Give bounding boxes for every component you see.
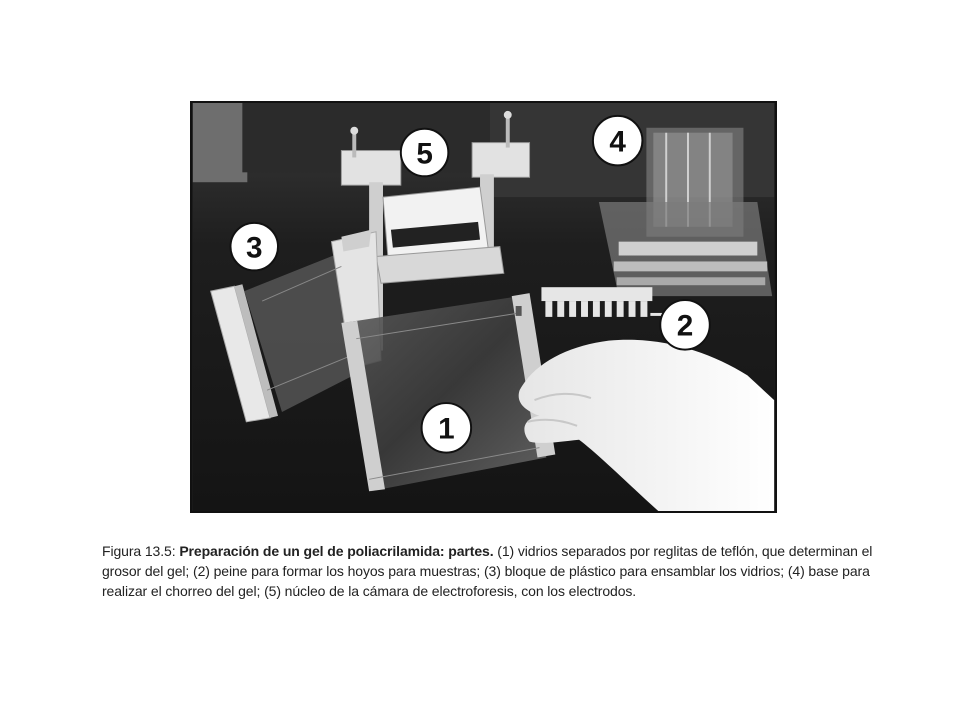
label-1 — [422, 403, 472, 453]
label-3 — [230, 223, 278, 271]
figure-caption — [102, 541, 892, 601]
background-wall — [193, 103, 247, 182]
caption-title: Preparación de un gel de poliacrilamida: partes. — [179, 543, 494, 559]
label-1-text: 1 — [438, 412, 455, 446]
label-2-text: 2 — [676, 309, 694, 343]
label-5 — [401, 129, 449, 177]
figure-photo — [190, 101, 777, 513]
label-3-text: 3 — [245, 231, 263, 265]
label-5-text: 5 — [416, 137, 433, 171]
label-2 — [660, 300, 710, 350]
caption-prefix: Figura 13.5: — [102, 543, 180, 559]
caption-body: (1) vidrios separados por reglitas de teflón, que determinan el grosor del gel; (2) peine para formar los hoyos para muestras; (3) bloque de plástico para ensamblar los vidrios; (4) base para realizar el chorreo del gel; (5) núcleo de la cámara de electroforesis, con los electrodos. — [102, 543, 873, 599]
label-4 — [593, 116, 643, 166]
label-4-text: 4 — [609, 125, 626, 159]
